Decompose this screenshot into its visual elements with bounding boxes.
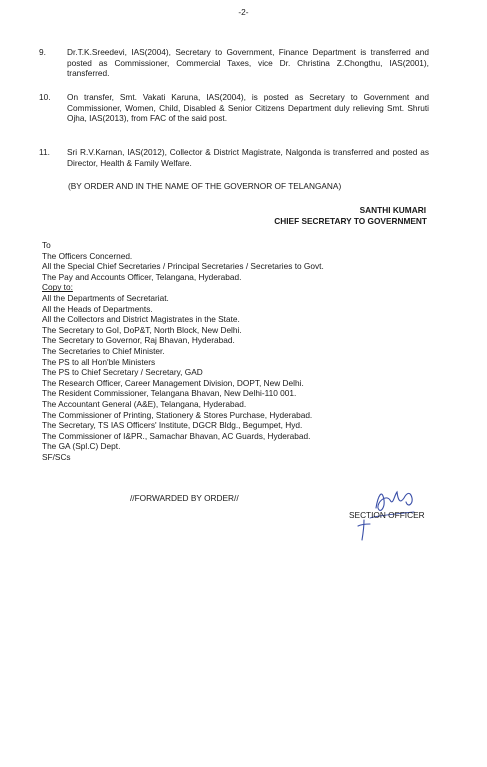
item-number: 10. xyxy=(39,92,51,102)
copy-line: The Secretary to GoI, DoP&T, North Block, New Delhi. xyxy=(42,324,242,335)
copy-to-label: Copy to: xyxy=(42,282,73,293)
order-item-11 xyxy=(39,147,429,168)
copy-line: The Secretary to Governor, Raj Bhavan, Hyderabad. xyxy=(42,335,235,346)
copy-line: The Research Officer, Career Management Division, DOPT, New Delhi. xyxy=(42,377,304,388)
copy-line: The Commissioner of Printing, Stationery & Stores Purchase, Hyderabad. xyxy=(42,409,313,420)
page-number: -2- xyxy=(238,7,249,17)
copy-line: The Secretary, TS IAS Officers' Institute, DGCR Bldg., Begumpet, Hyd. xyxy=(42,420,303,431)
order-line: (BY ORDER AND IN THE NAME OF THE GOVERNOR OF TELANGANA) xyxy=(68,181,342,191)
copy-line: SF/SCs xyxy=(42,451,71,462)
copy-line: The Commissioner of I&PR., Samachar Bhavan, AC Guards, Hyderabad. xyxy=(42,430,311,441)
copy-line: The Resident Commissioner, Telangana Bhavan, New Delhi-110 001. xyxy=(42,388,297,399)
copy-line: The Accountant General (A&E), Telangana, Hyderabad. xyxy=(42,398,247,409)
copy-line: The PS to Chief Secretary / Secretary, GAD xyxy=(42,367,203,378)
item-number: 11. xyxy=(39,147,50,157)
copy-line: The GA (Spl.C) Dept. xyxy=(42,441,121,452)
item-text: On transfer, Smt. Vakati Karuna, IAS(2004), is posted as Secretary to Government and Commissioner, Women, Child, Disabled & Senior Citizens Department duly relieving Smt. Shruti Ojha, IAS(2013), from FAC of the said post. xyxy=(67,92,429,124)
section-officer: SECTION OFFICER xyxy=(349,510,425,520)
item-text: Sri R.V.Karnan, IAS(2012), Collector & District Magistrate, Nalgonda is transferred and posted as Director, Health & Family Welfare. xyxy=(67,147,429,168)
forwarded-by-order: //FORWARDED BY ORDER// xyxy=(130,493,239,503)
to-line: The Pay and Accounts Officer, Telangana, Hyderabad. xyxy=(42,271,242,282)
copy-line: All the Departments of Secretariat. xyxy=(42,292,169,303)
to-label: To xyxy=(42,240,51,250)
copy-line: The Secretaries to Chief Minister. xyxy=(42,345,165,356)
copy-line: The PS to all Hon'ble Ministers xyxy=(42,356,156,367)
order-item-9 xyxy=(39,47,429,79)
order-item-10 xyxy=(39,92,429,124)
signatory-name: SANTHI KUMARI xyxy=(359,205,426,215)
to-line: The Officers Concerned. xyxy=(42,250,133,261)
item-number: 9. xyxy=(39,47,46,57)
copy-line: All the Heads of Departments. xyxy=(42,303,153,314)
item-text: Dr.T.K.Sreedevi, IAS(2004), Secretary to Government, Finance Department is transferred and posted as Commissioner, Commercial Taxes, vice Dr. Christina Z.Chongthu, IAS(2001), transferred. xyxy=(67,47,429,79)
signatory-title: CHIEF SECRETARY TO GOVERNMENT xyxy=(274,216,427,226)
address-block xyxy=(42,240,462,462)
to-line: All the Special Chief Secretaries / Principal Secretaries / Secretaries to Govt. xyxy=(42,261,324,272)
copy-line: All the Collectors and District Magistrates in the State. xyxy=(42,314,240,325)
